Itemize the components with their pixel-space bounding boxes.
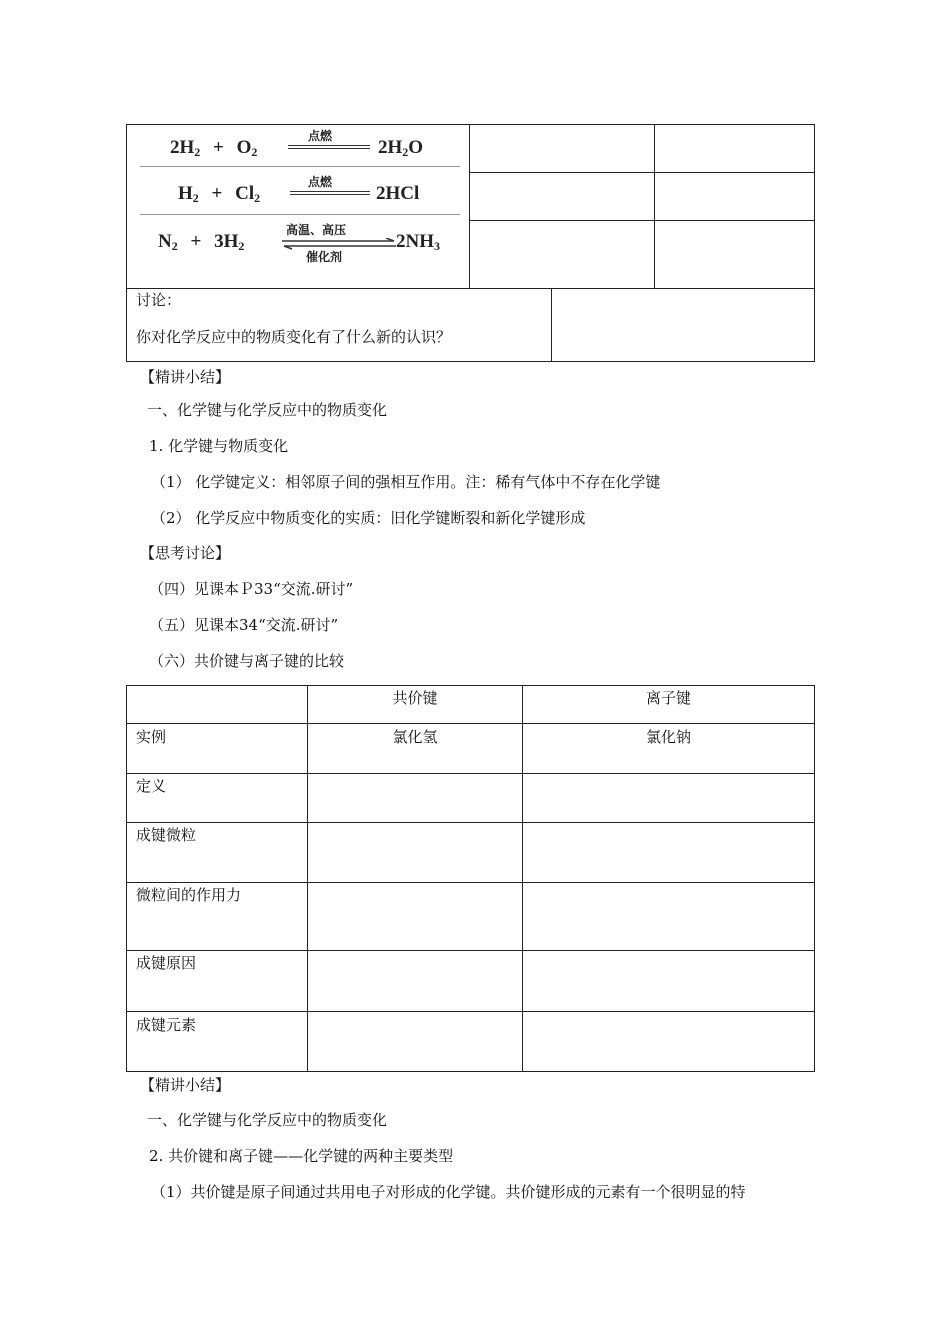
list-item: 2. 共价键和离子键——化学键的两种主要类型 xyxy=(149,1147,454,1165)
equation-2: $H_2 + Cl_2$ xyxy=(178,183,261,205)
equation-2-condition: 点燃 xyxy=(308,175,333,189)
header-covalent: 共价键 xyxy=(392,689,438,707)
equation-3-condition-top: 高温、高压 xyxy=(286,223,347,237)
separator xyxy=(140,214,460,215)
list-item: （四）见课本Ｐ33“交流.研讨” xyxy=(149,580,354,598)
row-label-interaction-force: 微粒间的作用力 xyxy=(136,886,242,904)
section-heading: 【思考讨论】 xyxy=(140,544,231,562)
section-heading: 【精讲小结】 xyxy=(140,1076,231,1094)
section-heading: 【精讲小结】 xyxy=(140,368,231,386)
equation-1: $2H_2 + O_2$ xyxy=(170,137,258,159)
equation-3-condition-bottom: 催化剂 xyxy=(306,250,343,264)
row-label-definition: 定义 xyxy=(136,777,167,795)
cell-ionic-example: 氯化钠 xyxy=(645,728,691,746)
discussion-label: 讨论： xyxy=(136,291,182,309)
list-item: （五）见课本34“交流.研讨” xyxy=(149,616,339,634)
row-label-bonding-cause: 成键原因 xyxy=(136,954,197,972)
row-label-bonding-elements: 成键元素 xyxy=(136,1016,197,1034)
equation-1-condition: 点燃 xyxy=(308,129,333,143)
equations-image xyxy=(130,126,468,286)
cell-covalent-example: 氯化氢 xyxy=(392,728,438,746)
list-item: 1. 化学键与物质变化 xyxy=(149,437,289,455)
equilibrium-arrow-icon xyxy=(280,238,398,250)
row-label-bonding-particles: 成键微粒 xyxy=(136,826,197,844)
paragraph: （1）共价键是原子间通过共用电子对形成的化学键。共价键形成的元素有一个很明显的特 xyxy=(151,1183,746,1201)
list-item: （六）共价键与离子键的比较 xyxy=(149,652,345,670)
discussion-question: 你对化学反应中的物质变化有了什么新的认识？ xyxy=(136,328,452,346)
equation-3-product: $2NH_3$ xyxy=(396,231,440,253)
equation-1-product: $2H_2O$ xyxy=(378,137,424,159)
separator xyxy=(140,166,460,167)
equation-1-equals xyxy=(288,145,370,149)
row-label-example: 实例 xyxy=(136,728,167,746)
section-title: 一、化学键与化学反应中的物质变化 xyxy=(147,1111,388,1129)
list-item: （2） 化学反应中物质变化的实质：旧化学键断裂和新化学键形成 xyxy=(151,509,586,527)
equation-2-equals xyxy=(290,191,370,195)
equation-2-product: 2HCl xyxy=(376,183,420,204)
list-item: （1） 化学键定义：相邻原子间的强相互作用。注：稀有气体中不存在化学键 xyxy=(151,473,661,491)
equation-3: $N_2 + 3H_2$ xyxy=(158,231,245,253)
header-ionic: 离子键 xyxy=(645,689,691,707)
section-title: 一、化学键与化学反应中的物质变化 xyxy=(147,401,388,419)
